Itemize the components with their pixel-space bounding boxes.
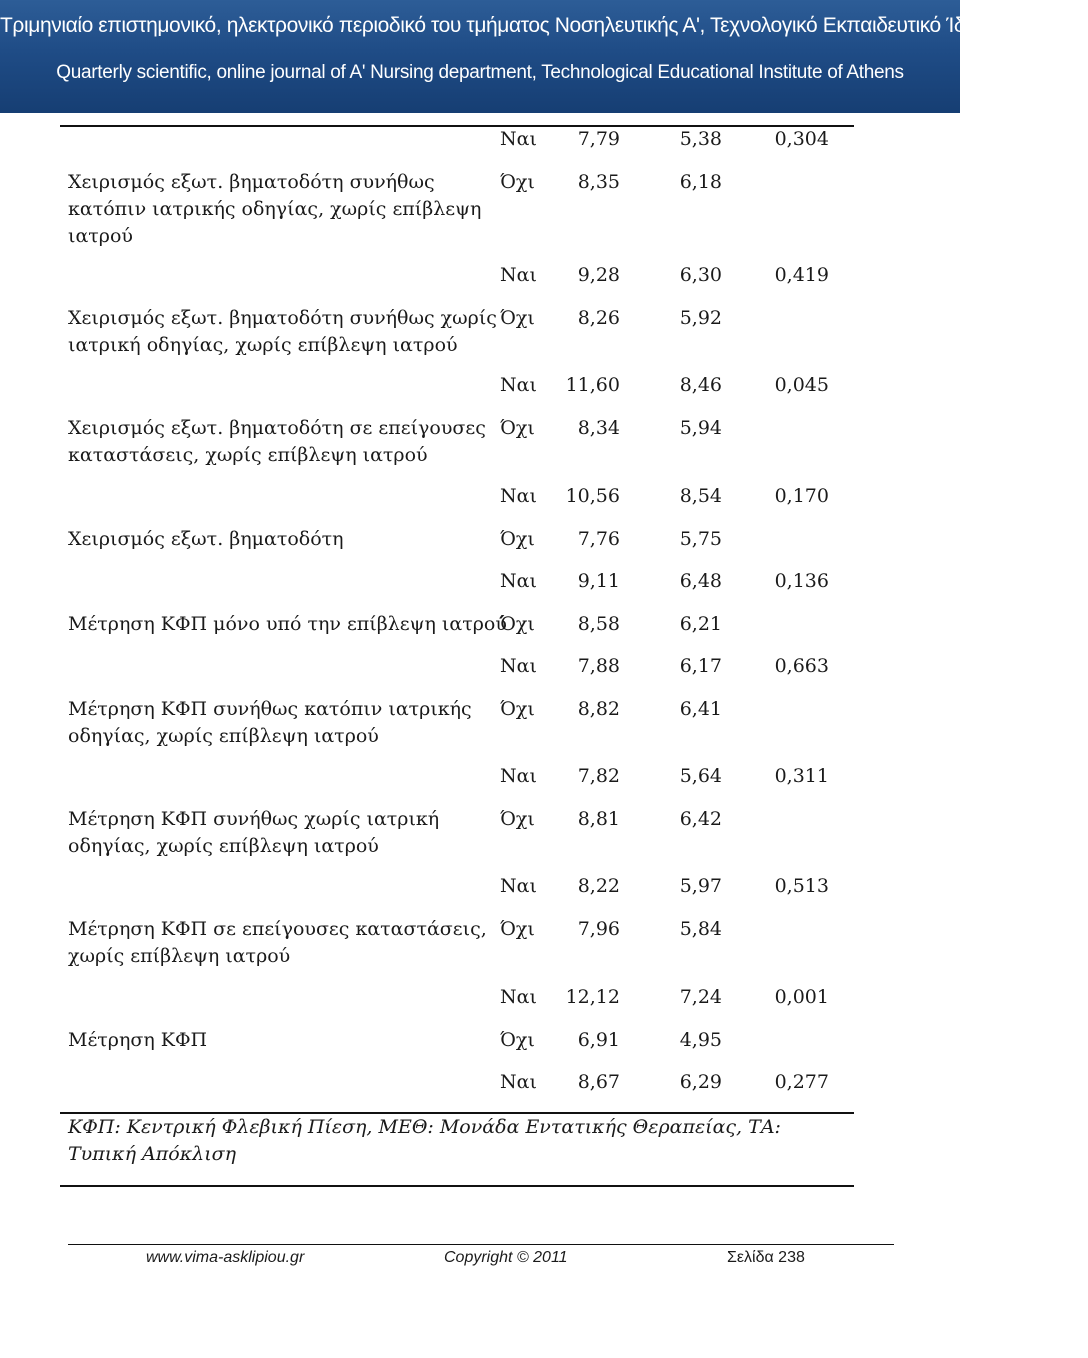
row-label: Χειρισμός εξωτ. βηματοδότη συνήθως xyxy=(68,171,435,193)
sd-cell: 5,92 xyxy=(679,307,722,329)
footer-page-number: Σελίδα 238 xyxy=(727,1249,805,1266)
mean-cell: 6,91 xyxy=(577,1029,620,1051)
group-cell: Ναι xyxy=(500,765,537,787)
mean-cell: 7,96 xyxy=(577,918,620,940)
table-footnote: ΚΦΠ: Κεντρική Φλεβική Πίεση, ΜΕΘ: Μονάδα Εντατικής Θεραπείας, ΤΑ: Τυπική Απόκλιση xyxy=(68,1116,781,1165)
row-label: Χειρισμός εξωτ. βηματοδότη xyxy=(68,528,344,550)
row-label: ιατρική οδηγίας, χωρίς επίβλεψη ιατρού xyxy=(68,334,458,356)
row-label: οδηγίας, χωρίς επίβλεψη ιατρού xyxy=(68,835,379,857)
row-label: χωρίς επίβλεψη ιατρού xyxy=(68,945,291,967)
mean-cell: 11,60 xyxy=(565,374,620,396)
footnote-bottom-rule xyxy=(60,1185,854,1187)
sd-cell: 6,21 xyxy=(679,613,722,635)
p-value-cell: 0,663 xyxy=(774,655,829,677)
row-label: ιατρού xyxy=(68,225,133,247)
row-label: Μέτρηση ΚΦΠ μόνο υπό την επίβλεψη ιατρού xyxy=(68,613,507,635)
mean-cell: 8,26 xyxy=(577,307,620,329)
group-cell: Όχι xyxy=(500,808,535,830)
p-value-cell: 0,513 xyxy=(774,875,829,897)
sd-cell: 5,64 xyxy=(679,765,722,787)
row-label: Μέτρηση ΚΦΠ συνήθως κατόπιν ιατρικής xyxy=(68,698,472,720)
p-value-cell: 0,001 xyxy=(774,986,829,1008)
row-label: Χειρισμός εξωτ. βηματοδότη σε επείγουσες xyxy=(68,417,486,439)
group-cell: Ναι xyxy=(500,655,537,677)
group-cell: Ναι xyxy=(500,986,537,1008)
footer-rule xyxy=(68,1244,894,1245)
group-cell: Όχι xyxy=(500,307,535,329)
mean-cell: 8,22 xyxy=(577,875,620,897)
mean-cell: 12,12 xyxy=(565,986,620,1008)
mean-cell: 10,56 xyxy=(565,485,620,507)
p-value-cell: 0,277 xyxy=(774,1071,829,1093)
mean-cell: 8,82 xyxy=(577,698,620,720)
row-label: καταστάσεις, χωρίς επίβλεψη ιατρού xyxy=(68,444,428,466)
sd-cell: 6,48 xyxy=(679,570,722,592)
sd-cell: 6,29 xyxy=(679,1071,722,1093)
row-label: Μέτρηση ΚΦΠ συνήθως χωρίς ιατρική xyxy=(68,808,440,830)
group-cell: Ναι xyxy=(500,570,537,592)
mean-cell: 8,58 xyxy=(577,613,620,635)
mean-cell: 7,88 xyxy=(577,655,620,677)
group-cell: Όχι xyxy=(500,698,535,720)
mean-cell: 9,28 xyxy=(577,264,620,286)
journal-title-english: Quarterly scientific, online journal of A' Nursing department, Technological Educational Institute of Athens xyxy=(56,62,904,83)
group-cell: Όχι xyxy=(500,1029,535,1051)
group-cell: Ναι xyxy=(500,374,537,396)
sd-cell: 6,17 xyxy=(679,655,722,677)
row-label: Χειρισμός εξωτ. βηματοδότη συνήθως χωρίς xyxy=(68,307,497,329)
sd-cell: 6,18 xyxy=(679,171,722,193)
group-cell: Όχι xyxy=(500,613,535,635)
group-cell: Ναι xyxy=(500,875,537,897)
table-top-rule xyxy=(60,125,854,127)
row-label: οδηγίας, χωρίς επίβλεψη ιατρού xyxy=(68,725,379,747)
row-label: Μέτρηση ΚΦΠ xyxy=(68,1029,208,1051)
sd-cell: 8,54 xyxy=(679,485,722,507)
group-cell: Όχι xyxy=(500,171,535,193)
group-cell: Όχι xyxy=(500,918,535,940)
footer-copyright: Copyright © 2011 xyxy=(444,1249,568,1266)
sd-cell: 8,46 xyxy=(679,374,722,396)
mean-cell: 7,79 xyxy=(577,128,620,150)
group-cell: Όχι xyxy=(500,417,535,439)
mean-cell: 9,11 xyxy=(577,570,620,592)
journal-header-banner xyxy=(0,0,1088,113)
mean-cell: 8,67 xyxy=(577,1071,620,1093)
sd-cell: 7,24 xyxy=(679,986,722,1008)
row-label: κατόπιν ιατρικής οδηγίας, χωρίς επίβλεψη xyxy=(68,198,482,220)
mean-cell: 8,34 xyxy=(577,417,620,439)
p-value-cell: 0,045 xyxy=(774,374,829,396)
footer-website: www.vima-asklipiou.gr xyxy=(146,1249,305,1266)
mean-cell: 8,81 xyxy=(577,808,620,830)
group-cell: Όχι xyxy=(500,528,535,550)
p-value-cell: 0,419 xyxy=(774,264,829,286)
journal-title-greek: Τριμηνιαίο επιστημονικό, ηλεκτρονικό περιοδικό του τμήματος Νοσηλευτικής Α', Τεχνολογικό Εκπαιδευτικό Ίδρυμα Αθηνών xyxy=(0,14,1088,37)
p-value-cell: 0,304 xyxy=(774,128,829,150)
mean-cell: 7,76 xyxy=(577,528,620,550)
sd-cell: 6,30 xyxy=(679,264,722,286)
sd-cell: 5,75 xyxy=(679,528,722,550)
sd-cell: 5,38 xyxy=(679,128,722,150)
p-value-cell: 0,136 xyxy=(774,570,829,592)
mean-cell: 8,35 xyxy=(577,171,620,193)
group-cell: Ναι xyxy=(500,485,537,507)
sd-cell: 4,95 xyxy=(679,1029,722,1051)
sd-cell: 6,41 xyxy=(679,698,722,720)
group-cell: Ναι xyxy=(500,128,537,150)
p-value-cell: 0,170 xyxy=(774,485,829,507)
p-value-cell: 0,311 xyxy=(774,765,829,787)
group-cell: Ναι xyxy=(500,264,537,286)
group-cell: Ναι xyxy=(500,1071,537,1093)
sd-cell: 5,97 xyxy=(679,875,722,897)
sd-cell: 6,42 xyxy=(679,808,722,830)
mean-cell: 7,82 xyxy=(577,765,620,787)
sd-cell: 5,84 xyxy=(679,918,722,940)
sd-cell: 5,94 xyxy=(679,417,722,439)
row-label: Μέτρηση ΚΦΠ σε επείγουσες καταστάσεις, xyxy=(68,918,487,940)
